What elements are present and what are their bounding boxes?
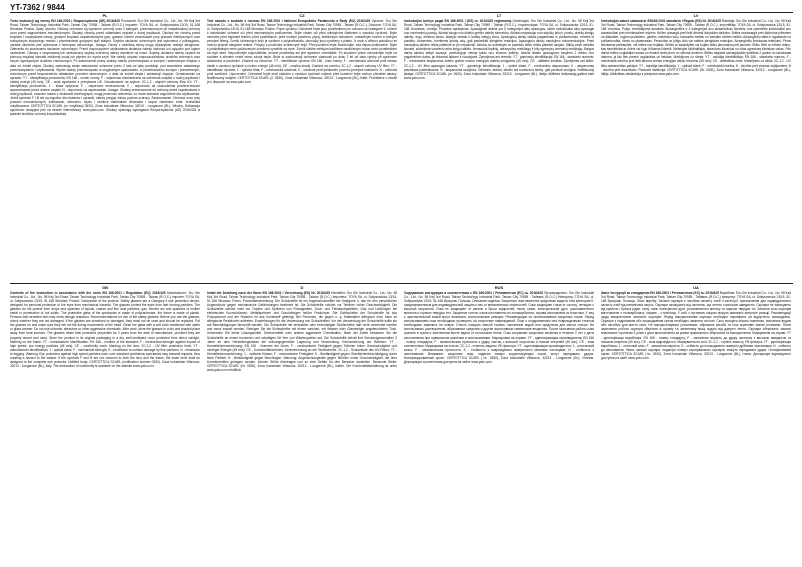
section-heading-d: Inhalt der Anleitung nach der Norm EN 166:2001 i Verordnung (EU) Nr. 2016/425 [207,291,332,295]
lang-tag-ua: UA [693,285,699,290]
section-lv [601,13,791,279]
lang-tag-pl: PL [102,13,108,18]
lang-tag-lv: LV [693,13,699,18]
lang-tag-lt: LT [496,13,502,18]
section-d [207,285,397,563]
lang-tag-cz: CZ [299,13,305,18]
section-body-ua: Виробник: Sru Gie Industrial Co., Ltd., No. 98 Keji 3rd Road, Tainan Technology Industrial Park, Tainan City 70955 - Тайвань (R.O.C.) Імпортер: TOYA SA, ul. Sołtysowicka 13/15, 51-168 Вроцлав, Польща. Опис виробу: Захисні окуляри є засобом захисту очей II категорії, призначеним для індивідуального захисту очей від механічних загроз. Окуляри захищають від частинок, що летять з високою швидкістю. Окуляри не захищають від крапель і бризок рідин, пилу, газів, електричної дуги, розплавленого металу та гарячих твердих тіл. Захисне скло окулярів виготовлене з полікарбонату, оправа - з пластику. У осіб з чутливою шкірою можуть виникати алергічні реакції. Рекомендації щодо використання захисних окулярів: Перед використанням окуляри необхідно перевірити на відсутність пошкоджень. Окуляри з подряпаним або пошкодженим склом необхідно замінити на нові. Скло очищати м'якою тканиною, змоченою водою або засобом для миття скла. Не використовувати розчинники, абразивні засоби та інші агресивні хімічні речовини. Після закінчення роботи окуляри зберігати в сухому та затіненому місці подалі від джерел тепла. Окуляри зберігають захисні властивості протягом 2 років з дати виготовлення за умови правильного зберігання та використання. Маркування на оправі: YT - ідентифікація виробника; EN 166 - номер стандарту; F - механічна міцність до удару частинок з високою швидкістю та низькою енергією (45 м/с); CE - знак відповідності. Маркування на склі: 2C-1,2 - ступінь захисту УФ-фільтра; YT - ідентифікація виробника; 1 - оптичний клас; F - механічна міцність; K - стійкість до пошкодження поверхні дрібними частинками; N - стійкість до запотівання. Увага: захисні окуляри, надягнуті поверх коригувальних окулярів, можуть передавати удари. Нотифікований орган: CERTOTTICA SCARL (№ 0530), Zona Industriale Villanova, 32013 - Longarone (BL), Італія. Декларація відповідності доступна на сайті www.yato.com. [601,291,791,360]
section-rus [404,285,594,563]
section-heading-gb: Contents of the instruction in accordance with the norm EN 166:2001 i Regulation (EU) 2016/425 [10,291,168,295]
section-heading-rus: Содержание инструкции в соответствии с EN 166:2001 i Регламентом (ЕС) № 2016/425 [404,291,545,295]
section-heading-lt: Instrukcijos turinys pagal EN 166:2001 i (ES) nr. 2016/425 reglamentą [404,19,513,23]
section-body-rus: Производитель: Sru Gie Industrial Co., Ltd., No. 98 Keji 3rd Road, Tainan Technology Industrial Park, Tainan City 70955 - Тайвань (R.O.C.) Импортер: TOYA SA, ul. Sołtysowicka 13/15, 51-168 Вроцлав, Польша. Описание изделия: Защитные очки являются средством защиты глаз категории II, предназначенным для индивидуальной защиты глаз от механических опасностей. Очки защищают глаза от частиц, летящих с высокой скоростью. Очки не защищают от капель и брызг жидкостей, пыли, газов, электрической дуги, расплавленного металла и горячих твердых тел. Защитное стекло очков изготовлено из поликарбоната, оправа изготовлена из пластика. У лиц с чувствительной кожей могут возникать аллергические реакции. Рекомендации по использованию защитных очков: Перед использованием очки необходимо проверить на отсутствие повреждений. Очки с поцарапанным или поврежденным стеклом необходимо заменить на новые. Стекло очищать мягкой тканью, смоченной водой или средством для мытья стекол. Не использовать растворители, абразивные средства и другие агрессивные химические вещества. После окончания работы очки хранить в сухом и затененном месте вдали от источников тепла. Очки сохраняют защитные свойства в течение 2 лет с даты изготовления при правильном хранении и использовании. Маркировка на оправе: YT - идентификация производителя; EN 166 - номер стандарта; F - механическая прочность к удару частиц с высокой скоростью и низкой энергией (45 м/с); CE - знак соответствия. Маркировка на стекле: 2C-1,2 - степень защиты УФ-фильтра; YT - идентификация производителя; 1 - оптический класс; F - механическая прочность; K - стойкость к повреждению поверхности мелкими частицами; N - стойкость к запотеванию. Внимание: защитные очки, надетые поверх корректирующих очков, могут передавать удары. Нотифицированный орган: CERTOTTICA SCARL (№ 0530), Zona Industriale Villanova, 32013 - Longarone (BL), Италия. Декларация соответствия доступна на сайте www.yato.com. [404,291,594,364]
section-ua [601,285,791,563]
section-heading-ua: Зміст інструкції за стандартом EN 166:2001 i Регламентом (ЄС) № 2016/425 [601,291,720,295]
section-body-cz: Výrobce: Sru Gie Industrial Co., Ltd., No. 98 Keji 3rd Road, Tainan Technology Industrial Park, Tainan City 70955 - Taiwan (R.O.C.). Dovozce: TOYA SA, ul. Sołtysowicka 13/15, 51-168 Wrocław, Polsko. Popis výrobku: Ochranné brýle jsou prostředkem pro ochranu očí kategorie II, určené k individuální ochraně očí před mechanickým poškozením. Brýle chrání oči před odletujícími částicemi s vysokou rychlostí. Brýle nechrání před kapkami tekutin, před postříkáním, před hrubým prachem, plyny, elektrickým obloukem, roztaveným kovem a horkými pevnými tělesy. Zorník ochranných brýlí je vyroben z polykarbonátu, obroučky jsou vyrobeny z plastu. U osob s citlivou pokožkou se mohou projevit alergické reakce. Pokyny k používání ochranných brýlí: Před použitím brýle zkontrolujte, zda nejsou poškozené. Brýle s poškrábaným nebo poškozeným zorníkem vyměňte za nové. Zorník čistěte měkkým hadříkem navlhčeným vodou nebo prostředkem na mytí oken. Nepoužívejte rozpouštědla, brusné prostředky ani jiné agresivní chemikálie. Po skončení práce uchovávejte brýle na suchém a stinném místě mimo zdroje tepla. Brýle si zachovávají ochranné vlastnosti po dobu 2 let od data výroby při správném skladování a používání. Značení na obroučce: YT - identifikace výrobce; EN 166 - číslo normy; F - mechanická odolnost proti nárazu částic s vysokou rychlostí a nízkou energií (45 m/s); CE - značka shody. Značení na zorníku: 2C-1,2 - stupeň ochrany UV filtru; YT - identifikace výrobce; 1 - optická třída; F - mechanická odolnost; K - odolnost proti poškození povrchu jemnými částicemi; N - odolnost proti zamlžení. Upozornění: Ochranné brýle proti částicím s vysokou rychlostí nošené přes korekční brýle mohou přenášet nárazy. Notifikovaný subjekt: CERTOTTICA SCARL (č. 0530), Zona Industriale Villanova, 32013 - Longarone (BL), Itálie. Prohlášení o shodě je k dispozici na www.yato.com. [207,19,397,84]
section-gb [10,285,200,563]
section-body-d: Hersteller: Sru Gie Industrial Co., Ltd., No. 98 Keji 3rd Road, Tainan Technology Industrial Park, Tainan City 70955 - Taiwan (R.O.C.) Importeur: TOYA SA, ul. Sołtysowicka 13/15, 51-168 Wrocław, Polen. Produktbeschreibung: Die Schutzbrille ist ein Augenschutzmittel der Kategorie II, das für den persönlichen Augenschutz gegen mechanische Gefährdungen bestimmt ist. Die Schutzbrille schützt vor Teilchen hoher Geschwindigkeit. Die Schutzbrille schützt nicht vor Tropfen und Spritzern von Flüssigkeiten, Grob- und Feinstaubpartikeln, Gas und Lichtbogen bei elektrischen Kurzschlüssen, Metallspritzern und Durchdringen heißer Festkörper. Die Sichtscheibe der Schutzbrille ist aus Polycarbonat und der Rahmen ist aus Kunststoff gefertigt. Bei Personen, die gegen o. g. Materialien allergisch sind, kann es allergische Reaktionen auftreten. Empfehlungen für die Verwendung von Schutzbrillen: Vor der Verwendung der Schutzbrille sollte sie auf Beschädigungen überprüft werden. Die Schutzbrille mit zerkratzter oder beschädigter Sichtscheibe darf nicht verwendet werden und muss ersetzt werden. Reinigen Sie die Sichtscheibe mit einem weichen, mit Wasser oder Glasreiniger angefeuchteten Tuch. Verwenden Sie keine Lösungsmittel, Scheuermittel oder andere aggressive Chemikalien. Nach der Arbeit bewahren Sie die Schutzbrille an einem trockenen und schattigen Ort fern von Wärmequellen auf. Die Schutzbrille behält ihre Schutzeigenschaften 2 Jahre ab dem Herstellungsdatum bei ordnungsgemäßer Lagerung und Verwendung. Kennzeichnung am Rahmen: YT - Herstellerkennzeichnung; EN 166 - Nummer der Norm; F - mechanische Festigkeit gegen Teilchen hoher Geschwindigkeit und niedriger Energie (45 m/s); CE - Konformitätszeichen. Kennzeichnung an der Sichtscheibe: 2C-1,2 - Schutzstufe des UV-Filters; YT - Herstellerkennzeichnung; 1 - optische Klasse; F - mechanische Festigkeit; K - Beständigkeit gegen Oberflächenbeschädigung durch feine Partikel; N - Beständigkeit gegen Beschlagen. Warnung: Augenschutzgeräte gegen Teilchen hoher Geschwindigkeit, die über Korrekturbrillen getragen werden, können Stöße übertragen und so eine Gefahr für den Benutzer darstellen. Benannte Stelle: CERTOTTICA SCARL (Nr. 0530), Zona Industriale Villanova, 32013 - Longarone (BL), Italien. Die Konformitätserklärung ist unter www.yato.com erhältlich. [207,291,397,372]
document-title: YT-7362 / 9844 [10,3,65,12]
section-body-lt: Gamintojas: Sru Gie Industrial Co., Ltd., No. 98 Keji 3rd Road, Tainan Technology Industrial Park, Tainan City 70955 - Taiwan (R.O.C.). Importuotojas: TOYA SA, ul. Sołtysowicka 13/15, 51-168 Vroclavas, Lenkija. Produkto aprašymas: Apsauginiai akiniai yra II kategorijos akių apsaugos, skirta individualiai akių apsaugai nuo mechaninių pavojų. Akiniai saugo nuo didelio greičio dalelių skeveldrų. Akiniai neapsaugo nuo skysčių lašų ir purslų, didelių kietųjų dalelių, dujų, elektros lanko, išlydyto metalo ir karštų kietųjų kūnų. Apsauginių akinių stiklas pagamintas iš polikarbonato, rėmelis iš plastiko. Asmenims, turintiems jautrią odą, gali pasireikšti alerginės reakcijos. Apsauginių akinių naudojimo rekomendacijos: Prieš naudojimą akinius reikia patikrinti ar jie nepažeisti. Akinius su subraižytu ar pažeistu stiklu reikia pakeisti naujais. Stiklą valyti minkšta šluoste, sudrėkinta vandeniu arba langų valikliu. Nenaudoti tirpiklių, abrazyvinių medžiagų ir kitų agresyvių cheminių medžiagų. Baigus darbą akinius laikyti sausoje, pavėsingoje vietoje toliau nuo šilumos šaltinių. Akiniai išlaiko apsaugines savybes 2 metus nuo pagaminimo datos, jei tinkamai laikomi ir naudojami. Žymėjimas ant rėmelio: YT - gamintojo identifikacija; EN 166 - standarto numeris; F - mechaninis atsparumas didelio greičio mažos energijos dalelių smūgiams (45 m/s); CE - atitikties ženklas. Žymėjimas ant stiklo: 2C-1,2 - UV filtro apsaugos laipsnis; YT - gamintojo identifikacija; 1 - optinė klasė; F - mechaninis atsparumas; K - atsparumas paviršiaus pažeidimams; N - atsparumas rasojimui. Dėmesio: akiniai, dėvimi ant korekcinių akinių, gali perduoti smūgius. Notifikuotoji įstaiga: CERTOTTICA SCARL (nr. 0530), Zona Industriale Villanova, 32013 - Longarone (BL), Italija. Atitikties deklaraciją galima rasti www.yato.com. [404,19,594,80]
section-heading-lv: Instrukcijas saturs saskaņā ar EN166:2001 standartu i Regulu (ES) Nr. 2016/425 [601,19,722,23]
lang-tag-gb: GB [102,285,108,290]
lang-tag-d: D [300,285,304,290]
section-cz [207,13,397,279]
section-heading-pl: Treść instrukcji wg normy EN 166:2001 i Rozporządzenia (UE) 2016/425 [10,19,121,23]
section-body-lv: Ražotājs: Sru Gie Industrial Co., Ltd., No. 98 Keji 3rd Road, Tainan Technology Industrial Park, Tainan City 70955 - Taiwan (R.O.C.). Importētājs: TOYA SA, ul. Sołtysowicka 13/15, 51-168 Vroclava, Polija. Izstrādājuma apraksts: Aizsargbrilles ir II kategorijas acu aizsardzības līdzeklis, kas paredzēts individuālai acu aizsardzībai pret mehāniskiem riskiem. Brilles aizsargā pret lielā ātrumā lidojošām daļiņām. Brilles neaizsargā pret šķidruma pilieniem un šļakatām, rupjiem putekļiem, gāzēm, elektrisko loku, izkausētu metālu un karstām cietām vielām. Aizsargbriļļu stikls ir izgatavots no polikarbonāta, rāmis no plastmasas. Personām ar jutīgu ādu var rasties alerģiskas reakcijas. Aizsargbriļļu lietošanas ieteikumi: Pirms lietošanas pārbaudiet, vai brilles nav bojātas. Brilles ar saskrāpētu vai bojātu stiklu jānomaina pret jaunām. Stiklu tīriet ar mīkstu drānu, kas samitrināta ar ūdeni vai logu tīrīšanas līdzekli. Nelietojiet šķīdinātājus, abrazīvus līdzekļus un citas agresīvas ķīmiskas vielas. Pēc darba brilles uzglabājiet sausā un ēnainā vietā prom no siltuma avotiem. Brilles saglabā aizsargājošās īpašības 2 gadus no ražošanas datuma, ja tās tiek pareizi uzglabātas un lietotas. Marķējums uz rāmja: YT - ražotāja identifikācija; EN 166 - standarta numurs; F - mehāniskā izturība pret lielā ātruma zemas enerģijas daļiņu triecienu (45 m/s); CE - atbilstības zīme. Marķējums uz stikla: 2C-1,2 - UV filtra aizsardzības pakāpe; YT - ražotāja identifikācija; 1 - optiskā klase; F - mehāniskā izturība; K - izturība pret virsmas bojājumiem; N - izturība pret aizsvīšanu. Paziņotā institūcija: CERTOTTICA SCARL (Nr. 0530), Zona Industriale Villanova, 32013 - Longarone (BL), Itālija. Atbilstības deklarācija ir pieejama www.yato.com. [601,19,791,76]
section-heading-cz: Text návodu v souladu s normou EN 166:2001 i Nařízení Evropského Parlamentu a Rady (EU) 2016/425 [207,19,372,23]
section-body-gb: Manufacturer: Sru Gie Industrial Co., Ltd., No. 98 Keji 3rd Road, Tainan Technology Industrial Park, Tainan City 70955 - Taiwan (R.O.C.) Importer: TOYA SA, ul. Sołtysowicka 13/15, 51-168 Wrocław, Poland. Description of the product: Safety glasses are a Category II eye protection device, designed for personal protection of the eyes from mechanical hazards. The glasses protect the eyes from fast moving particles. The glasses do not protect from drops and splashes of liquids, coarse and fine dust particles, gas, electric arc and splashes of molten metal or penetration of hot solids. The protective glass of the spectacles is made of polycarbonate, the frame is made of plastic. Persons with sensitive skin may show allergic reactions. Recommendations for use of the safety glasses: Before you use the glasses, check whether they are not damaged. If the glasses are scratched or damaged, they must not be used and should be replaced. Put the glasses on and make sure they will not fall during movements of the head. Clean the glass with a soft cloth moistened with water or glass cleaner. Do not use solvents, abrasives or other aggressive chemicals. After work, store the glasses in a dry and shaded place away from heat sources. The glasses retain their protective properties for 2 years from the date of manufacture, provided they are properly stored and used. Store the product in its original packaging in a dry, well-ventilated room protected from direct sunlight. Marking on the frame: YT - manufacturer identification; EN 166 - number of the standard; F - mechanical strength against impact of high speed, low energy particles (45 m/s); CE - conformity mark. Marking on the lens: 2C-1,2 - UV filter protection level; YT - manufacturer identification; 1 - optical class; F - mechanical strength; K - resistance to surface damage by fine particles; N - resistance to fogging. Warning: Eye protectors against high speed particles worn over standard ophthalmic spectacles may transmit impacts, thus creating a hazard to the wearer. If the symbols F and B are not common to both the lens and the frame, the lower level shall be assigned to the complete eye protector. Notified body: CERTOTTICA SCARL (notification number 0530), Zona Industriale Villanova, 32013 - Longarone (BL), Italy. The declaration of conformity is available on the website www.yato.com. [10,291,200,368]
section-pl [10,13,200,279]
section-body-pl: Producent: Sru Gie Industrial Co., Ltd., No. 98 Keji 3rd Road, Tainan Technology Industrial Park, Tainan City 70955 - Taiwan (R.O.C.) Importer: TOYA SA, ul. Sołtysowicka 13/15, 51-168 Wrocław, Polska. Opisy wyrobu: Okulary ochronne są wyrobem ochrony oczu ii kategorii, przeznaczonym do indywidualnej ochrony oczu przed zagrożeniami mechanicznymi. Okulary chronią przed odłamkami cząstek o dużej prędkości. Okulary nie chronią przed kroplami i rozpryskami cieczy, grubymi kroplami cząsteczkowymi pyłu, gazami, łukiem zwarciowym przy pracach elektrycznych oraz roztopionym stopionego metalu i przedmiotami gorącymi stali stałych. Szybka okularów ochronnych jest wykonana z poliwęglanu, oprawa okularów jest wykonana z tworzywa sztucznego. Uwaga: Osoby z wrażliwą skórą mogą wykazywać reakcje alergiczne. Zalecenia do stosowania okularów ochronnych: Przed rozpoczęciem użytkowania okularów należy dokonać ich oględzin pod kątem uszkodzeń. Okulary z zarysowaną lub uszkodzoną szybką ochronną należy wymienić na nowe. Szybkę okularów należy czyścić za pomocą miękkiej szmatki zwilżonej wodą lub płynem do mycia szyb. Nie należy używać rozpuszczalników, środków ściernych oraz innych agresywnych środków chemicznych. Po zakończeniu pracy okulary należy przechowywać w suchym i zacienionym miejscu z dala od źródeł ciepła. Okulary zachowują swoje właściwości ochronne przez 2 lata od daty produkcji, pod warunkiem właściwego przechowywania i użytkowania. Wyrób należy przechowywać w oryginalnym opakowaniu, w pomieszczeniu suchym i przewiewnym, chronionym przed bezpośrednim działaniem promieni słonecznych, z dala od źródeł ciepła i substancji żrących. Oznakowanie na oprawie: YT - identyfikacja producenta; EN 166 - numer normy; F - odporność mechaniczna na uderzenia cząstek o dużej prędkości i niskiej energii (45 m/s); CE - znak zgodności z przepisami UE. Oznakowanie na szybce: 2C-1,2 - stopień ochrony filtra UV; YT - identyfikacja producenta; 1 - klasa optyczna; F - odporność mechaniczna; K - odporność na uszkodzenia powierzchniowe spowodowane przez drobne cząstki; N - odporność na zaparowanie. Uwaga: Okulary przeznaczone do ochrony przed cząsteczkami o dużej prędkości, noszone razem z okularami korekcyjnymi, mogą przenosić uderzenia, co może stanowić zagrożenie dla użytkownika. Jeżeli symbole F i B nie są wspólne dla okularów i oprawki, należy przyjąć niższy poziom ochrony. Zastosowanie: Ochrona oczu przy pracach mechanicznych, szlifowaniu, wierceniu, cięciu i obróbce materiałów. Akcesoria i części zamienne: brak. Jednostka notyfikowana: CERTOTTICA SCARL (nr notyfikacji 0530), Zona Industriale Villanova, 32013 - Longarone (BL), Włochy. Deklaracja zgodności dostępna jest na stronie internetowej: www.yato.com. Okulary spełniają wymagania Rozporządzenia (UE) 2016/425 w sprawie środków ochrony indywidualnej. [10,19,200,117]
middle-divider [10,283,793,284]
lang-tag-rus: RUS [494,285,504,290]
section-lt [404,13,594,279]
